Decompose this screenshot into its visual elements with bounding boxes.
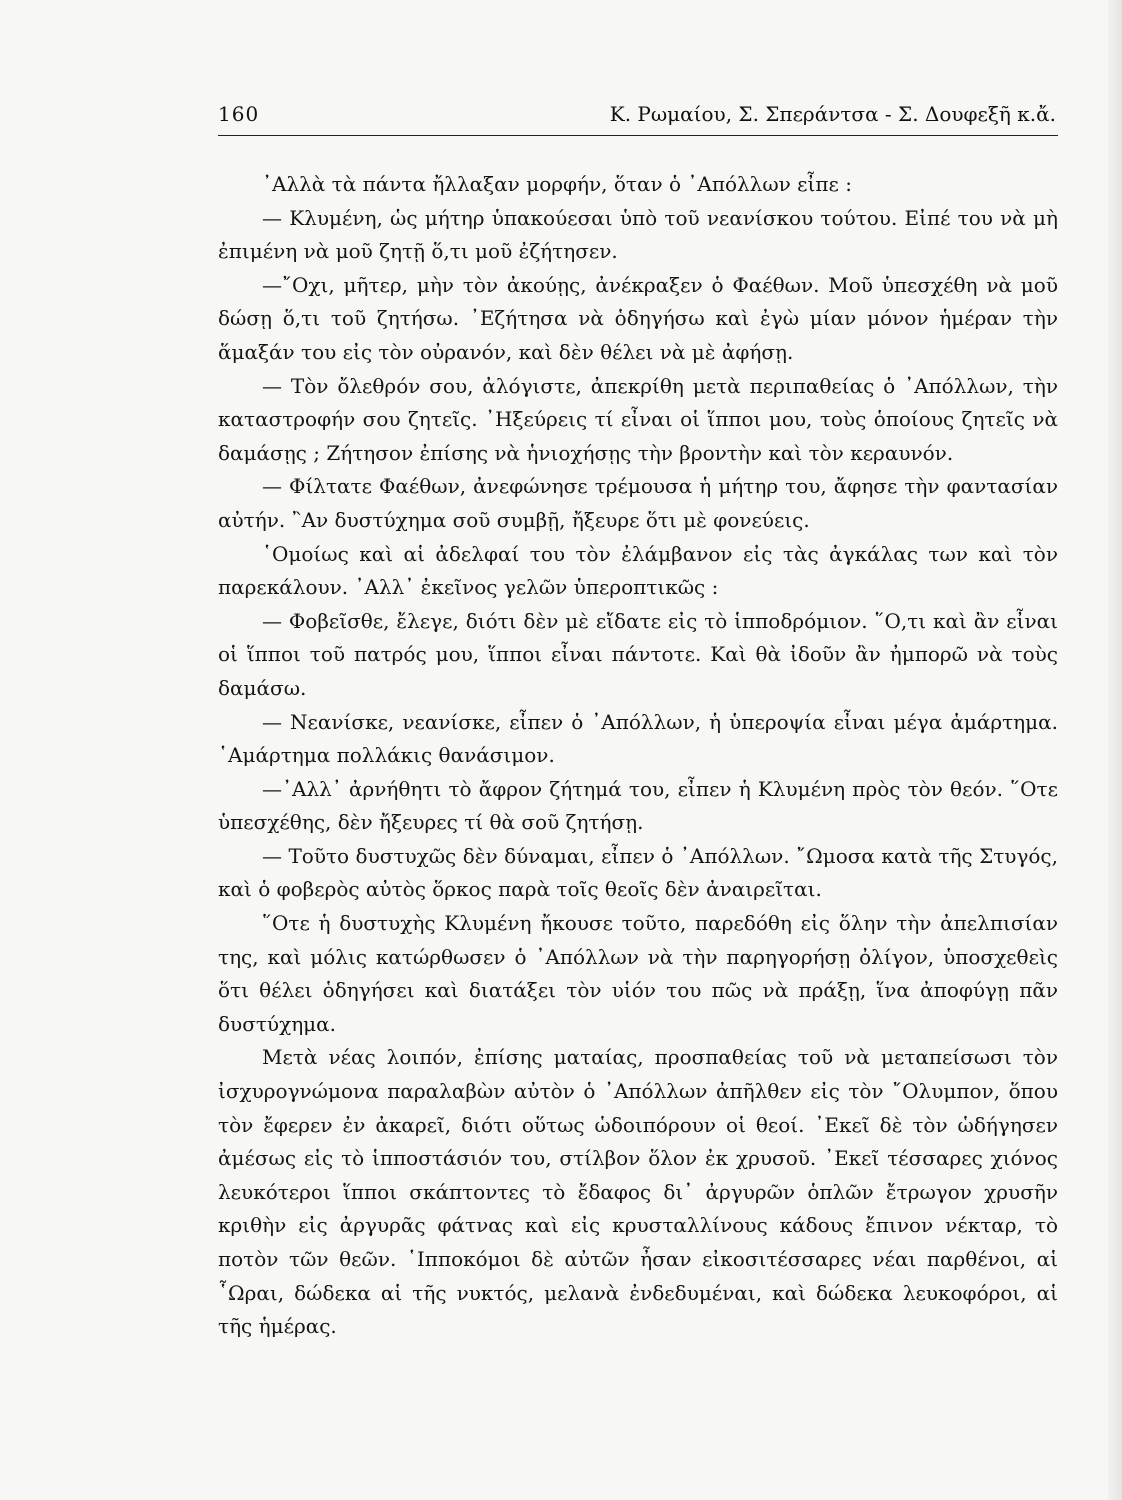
page-header (218, 102, 1058, 134)
paragraph: ῾Ομοίως καὶ αἱ ἀδελφαί του τὸν ἐλάμβανον εἰς τὰς ἀγκάλας των καὶ τὸν παρεκάλουν. ᾿Αλλ᾿ ἐκεῖνος γελῶν ὑπεροπτικῶς : (218, 541, 1058, 600)
header-rule (218, 135, 1058, 136)
paragraph: —᾿Αλλ᾿ ἀρνήθητι τὸ ἄφρον ζήτημά του, εἶπεν ἡ Κλυμένη πρὸς τὸν θεόν. ῞Οτε ὑπεσχέθης, δὲν ἤξευρες τί θὰ σοῦ ζητήσῃ. (218, 776, 1058, 835)
paragraph: —῎Οχι, μῆτερ, μὴν τὸν ἀκούῃς, ἀνέκραξεν ὁ Φαέθων. Μοῦ ὑπεσχέθη νὰ μοῦ δώσῃ ὅ,τι τοῦ ζητήσω. ᾿Εζήτησα νὰ ὁδηγήσω καὶ ἐγὼ μίαν μόνον ἡμέραν τὴν ἅμαξάν του εἰς τὸν οὐρανόν, καὶ δὲν θέλει νὰ μὲ ἀφήσῃ. (218, 272, 1058, 364)
page-edge (1108, 0, 1122, 1500)
paragraph: ᾿Αλλὰ τὰ πάντα ἤλλαξαν μορφήν, ὅταν ὁ ᾿Απόλλων εἶπε : (262, 172, 852, 196)
paragraph: — Νεανίσκε, νεανίσκε, εἶπεν ὁ ᾿Απόλλων, ἡ ὑπεροψία εἶναι μέγα ἁμάρτημα. ῾Αμάρτημα πολλάκις θανάσιμον. (218, 709, 1058, 768)
paragraph: — Τοῦτο δυστυχῶς δὲν δύναμαι, εἶπεν ὁ ᾿Απόλλων. ῎Ωμοσα κατὰ τῆς Στυγός, καὶ ὁ φοβερὸς αὐτὸς ὅρκος παρὰ τοῖς θεοῖς δὲν ἀναιρεῖται. (218, 843, 1058, 902)
paragraph: ῞Οτε ἡ δυστυχὴς Κλυμένη ἤκουσε τοῦτο, παρεδόθη εἰς ὅλην τὴν ἀπελπισίαν της, καὶ μόλις κατώρθωσεν ὁ ᾿Απόλλων νὰ τὴν παρηγορήσῃ ὀλίγον, ὑποσχεθεὶς ὅτι θέλει ὁδηγήσει καὶ διατάξει τὸν υἱόν του πῶς νὰ πράξῃ, ἵνα ἀποφύγῃ πᾶν δυστύχημα. (218, 911, 1058, 1036)
paragraph: — Κλυμένη, ὡς μήτηρ ὑπακούεσαι ὑπὸ τοῦ νεανίσκου τούτου. Εἰπέ του νὰ μὴ ἐπιμένη νὰ μοῦ ζητῇ ὅ,τι μοῦ ἐζήτησεν. (218, 205, 1058, 264)
running-head: Κ. Ρωμαίου, Σ. Σπεράντσα - Σ. Δουφεξῆ κ.ἄ. (609, 102, 1056, 126)
paragraph: — Φίλτατε Φαέθων, ἀνεφώνησε τρέμουσα ἡ μήτηρ του, ἄφησε τὴν φαντασίαν αὐτήν. ῍Αν δυστύχημα σοῦ συμβῇ, ἤξευρε ὅτι μὲ φονεύεις. (218, 474, 1058, 532)
paragraph: Μετὰ νέας λοιπόν, ἐπίσης ματαίας, προσπαθείας τοῦ νὰ μεταπείσωσι τὸν ἰσχυρογνώμονα παραλαβὼν αὐτὸν ὁ ᾿Απόλλων ἀπῆλθεν εἰς τὸν ῎Ολυμπον, ὅπου τὸν ἔφερεν ἐν ἀκαρεῖ, διότι οὕτως ὡδοιπόρουν οἱ θεοί. ᾿Εκεῖ δὲ τὸν ὡδήγησεν ἀμέσως εἰς τὸ ἱπποστάσιόν του, στίλβον ὅλον ἐκ χρυσοῦ. ᾿Εκεῖ τέσσαρες χιόνος λευκότεροι ἵπποι σκάπτοντες τὸ ἔδαφος δι᾿ ἀργυρῶν ὁπλῶν ἔτρωγον χρυσῆν κριθὴν εἰς ἀργυρᾶς φάτνας καὶ εἰς κρυσταλλίνους κάδους ἔπινον νέκταρ, τὸ ποτὸν τῶν θεῶν. ῾Ιπποκόμοι δὲ αὐτῶν ἦσαν εἰκοσιτέσσαρες νέαι παρθένοι, αἱ ῟Ωραι, δώδεκα αἱ τῆς νυκτός, μελανὰ ἐνδεδυμέναι, καὶ δώδεκα λευκοφόροι, αἱ τῆς ἡμέρας. (218, 1045, 1058, 1339)
paragraph: — Φοβεῖσθε, ἔλεγε, διότι δὲν μὲ εἴδατε εἰς τὸ ἱπποδρόμιον. ῞Ο,τι καὶ ἂν εἶναι οἱ ἵπποι τοῦ πατρός μου, ἵπποι εἶναι πάντοτε. Καὶ θὰ ἰδοῦν ἂν ἠμπορῶ νὰ τοὺς δαμάσω. (218, 608, 1058, 700)
paragraph: — Τὸν ὄλεθρόν σου, ἀλόγιστε, ἀπεκρίθη μετὰ περιπαθείας ὁ ᾿Απόλλων, τὴν καταστροφήν σου ζητεῖς. ᾿Ηξεύρεις τί εἶναι οἱ ἵπποι μου, τοὺς ὁποίους ζητεῖς νὰ δαμάσῃς ; Ζήτησον ἐπίσης νὰ ἡνιοχήσῃς τὴν βροντὴν καὶ τὸν κεραυνόν. (218, 373, 1058, 465)
body-text (218, 168, 1058, 1344)
page-number: 160 (218, 102, 260, 126)
